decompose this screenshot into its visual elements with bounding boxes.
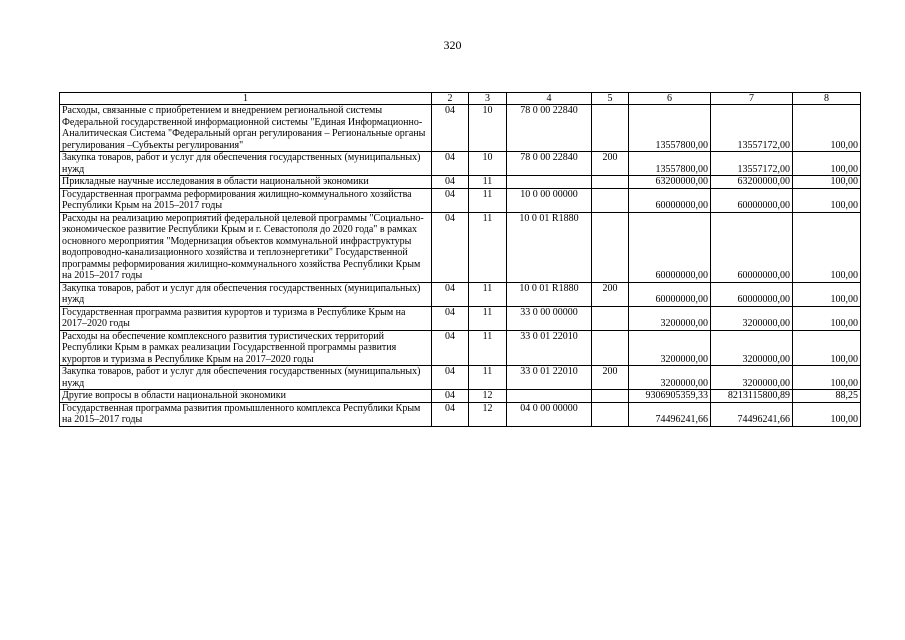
table-row — [60, 176, 861, 189]
target-article-cell: 33 0 01 22010 — [507, 330, 592, 366]
actual-amount-cell: 60000000,00 — [711, 282, 793, 306]
expense-type-cell — [592, 105, 629, 152]
target-article-cell — [507, 176, 592, 189]
actual-amount-cell: 3200000,00 — [711, 366, 793, 390]
subsection-code-cell: 11 — [469, 330, 507, 366]
subsection-code-cell: 11 — [469, 188, 507, 212]
row-name-cell: Прикладные научные исследования в области национальной экономики — [60, 176, 432, 189]
header-cell: 1 — [60, 93, 432, 105]
subsection-code-cell: 10 — [469, 152, 507, 176]
row-name-cell: Другие вопросы в области национальной экономики — [60, 390, 432, 403]
expense-type-cell — [592, 390, 629, 403]
target-article-cell: 10 0 01 R1880 — [507, 282, 592, 306]
subsection-code-cell: 10 — [469, 105, 507, 152]
budget-table — [59, 92, 861, 427]
actual-amount-cell: 8213115800,89 — [711, 390, 793, 403]
table-row — [60, 105, 861, 152]
row-name-cell: Государственная программа развития промышленного комплекса Республики Крым на 2015–2017 годы — [60, 402, 432, 426]
actual-amount-cell: 13557172,00 — [711, 105, 793, 152]
row-name-cell: Расходы, связанные с приобретением и внедрением региональной системы Федеральной государственной информационной системы "Единая Информационно-Аналитическая Система "Федеральный орган регулирования – Региональные органы регулирования –Субъекты регулирования" — [60, 105, 432, 152]
header-cell: 3 — [469, 93, 507, 105]
page-number: 320 — [443, 38, 462, 52]
percent-cell: 100,00 — [793, 330, 861, 366]
plan-amount-cell: 60000000,00 — [629, 188, 711, 212]
plan-amount-cell: 63200000,00 — [629, 176, 711, 189]
section-code-cell: 04 — [432, 306, 469, 330]
expense-type-cell — [592, 188, 629, 212]
plan-amount-cell: 3200000,00 — [629, 330, 711, 366]
header-cell: 6 — [629, 93, 711, 105]
table-row — [60, 152, 861, 176]
target-article-cell: 78 0 00 22840 — [507, 152, 592, 176]
percent-cell: 100,00 — [793, 212, 861, 282]
row-name-cell: Закупка товаров, работ и услуг для обеспечения государственных (муниципальных) нужд — [60, 366, 432, 390]
plan-amount-cell: 13557800,00 — [629, 105, 711, 152]
header-cell: 4 — [507, 93, 592, 105]
subsection-code-cell: 11 — [469, 366, 507, 390]
percent-cell: 100,00 — [793, 282, 861, 306]
subsection-code-cell: 11 — [469, 306, 507, 330]
percent-cell: 100,00 — [793, 152, 861, 176]
actual-amount-cell: 3200000,00 — [711, 306, 793, 330]
expense-type-cell: 200 — [592, 366, 629, 390]
percent-cell: 100,00 — [793, 306, 861, 330]
section-code-cell: 04 — [432, 330, 469, 366]
target-article-cell: 33 0 01 22010 — [507, 366, 592, 390]
subsection-code-cell: 11 — [469, 212, 507, 282]
section-code-cell: 04 — [432, 282, 469, 306]
row-name-cell: Государственная программа реформирования жилищно-коммунального хозяйства Республики Крым на 2015–2017 годы — [60, 188, 432, 212]
actual-amount-cell: 60000000,00 — [711, 212, 793, 282]
target-article-cell: 10 0 01 R1880 — [507, 212, 592, 282]
section-code-cell: 04 — [432, 212, 469, 282]
target-article-cell — [507, 390, 592, 403]
plan-amount-cell: 9306905359,33 — [629, 390, 711, 403]
expense-type-cell: 200 — [592, 152, 629, 176]
actual-amount-cell: 63200000,00 — [711, 176, 793, 189]
row-name-cell: Закупка товаров, работ и услуг для обеспечения государственных (муниципальных) нужд — [60, 152, 432, 176]
header-cell: 2 — [432, 93, 469, 105]
expense-type-cell: 200 — [592, 282, 629, 306]
percent-cell: 100,00 — [793, 366, 861, 390]
percent-cell: 100,00 — [793, 402, 861, 426]
percent-cell: 100,00 — [793, 176, 861, 189]
expense-type-cell — [592, 176, 629, 189]
actual-amount-cell: 13557172,00 — [711, 152, 793, 176]
plan-amount-cell: 60000000,00 — [629, 282, 711, 306]
section-code-cell: 04 — [432, 390, 469, 403]
row-name-cell: Расходы на реализацию мероприятий федеральной целевой программы "Социально-экономическое развитие Республики Крым и г. Севастополя до 2020 года" в рамках основного мероприятия "Модернизация объектов коммунальной инфраструктуры водопроводно-канализационного хозяйства и теплоэнергетики" Государственной программы реформирования жилищно-коммунального хозяйства Республики Крым на 2015–2017 годы — [60, 212, 432, 282]
subsection-code-cell: 11 — [469, 282, 507, 306]
table-row — [60, 212, 861, 282]
section-code-cell: 04 — [432, 105, 469, 152]
expense-type-cell — [592, 402, 629, 426]
expense-type-cell — [592, 306, 629, 330]
header-cell: 5 — [592, 93, 629, 105]
table-row — [60, 282, 861, 306]
subsection-code-cell: 12 — [469, 390, 507, 403]
row-name-cell: Государственная программа развития курортов и туризма в Республике Крым на 2017–2020 годы — [60, 306, 432, 330]
table-body — [60, 93, 861, 427]
table-row — [60, 390, 861, 403]
plan-amount-cell: 3200000,00 — [629, 306, 711, 330]
subsection-code-cell: 12 — [469, 402, 507, 426]
table-row — [60, 402, 861, 426]
expense-type-cell — [592, 330, 629, 366]
target-article-cell: 78 0 00 22840 — [507, 105, 592, 152]
plan-amount-cell: 13557800,00 — [629, 152, 711, 176]
actual-amount-cell: 3200000,00 — [711, 330, 793, 366]
section-code-cell: 04 — [432, 402, 469, 426]
percent-cell: 100,00 — [793, 188, 861, 212]
target-article-cell: 33 0 00 00000 — [507, 306, 592, 330]
table-row — [60, 366, 861, 390]
header-cell: 7 — [711, 93, 793, 105]
section-code-cell: 04 — [432, 366, 469, 390]
actual-amount-cell: 74496241,66 — [711, 402, 793, 426]
table-row — [60, 306, 861, 330]
header-cell: 8 — [793, 93, 861, 105]
row-name-cell: Закупка товаров, работ и услуг для обеспечения государственных (муниципальных) нужд — [60, 282, 432, 306]
plan-amount-cell: 60000000,00 — [629, 212, 711, 282]
section-code-cell: 04 — [432, 176, 469, 189]
percent-cell: 100,00 — [793, 105, 861, 152]
header-row — [60, 93, 861, 105]
plan-amount-cell: 3200000,00 — [629, 366, 711, 390]
table-row — [60, 188, 861, 212]
section-code-cell: 04 — [432, 152, 469, 176]
target-article-cell: 10 0 00 00000 — [507, 188, 592, 212]
actual-amount-cell: 60000000,00 — [711, 188, 793, 212]
section-code-cell: 04 — [432, 188, 469, 212]
target-article-cell: 04 0 00 00000 — [507, 402, 592, 426]
table-row — [60, 330, 861, 366]
plan-amount-cell: 74496241,66 — [629, 402, 711, 426]
subsection-code-cell: 11 — [469, 176, 507, 189]
percent-cell: 88,25 — [793, 390, 861, 403]
expense-type-cell — [592, 212, 629, 282]
row-name-cell: Расходы на обеспечение комплексного развития туристических территорий Республики Крым в рамках реализации Государственной программы развития курортов и туризма в Республике Крым на 2017–2020 годы — [60, 330, 432, 366]
